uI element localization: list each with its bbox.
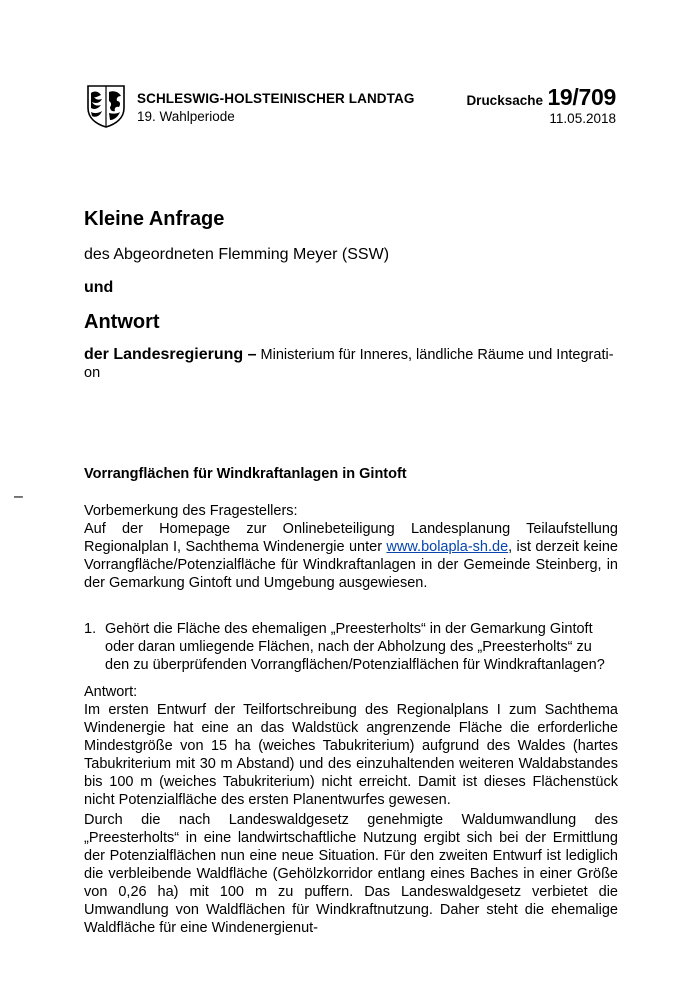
document-type-title: Kleine Anfrage xyxy=(84,208,225,230)
legislative-period: 19. Wahlperiode xyxy=(137,109,235,124)
responding-authority xyxy=(84,346,624,382)
preamble-text xyxy=(84,520,618,592)
answer-block xyxy=(84,683,618,809)
answer-heading: Antwort: xyxy=(84,684,138,700)
connector-word: und xyxy=(84,279,114,296)
document-date: 11.05.2018 xyxy=(549,111,616,126)
government-label: der Landesregierung – xyxy=(84,346,257,363)
answer-paragraph-1: Im ersten Entwurf der Teilfortschreibung des Regionalplans I zum Sachthema Windenergie hat eine an das Waldstück angrenzende Fläche die erforderliche Mindestgröße von 15 ha (weiches Tabukriterium) aufgrund des Waldes (hartes Tabukriterium mit 30 m Abstand) und des einzuhaltenden weiteren Waldabstandes bis 100 m (weiches Tabukriterium) nicht erreicht. Damit ist dieses Flächenstück nicht Potenzialfläche des ersten Planentwurfes gewesen. xyxy=(84,702,618,808)
question-number: 1. xyxy=(84,621,97,637)
author-line: des Abgeordneten Flemming Meyer (SSW) xyxy=(84,246,390,263)
parliament-name: SCHLESWIG-HOLSTEINISCHER LANDTAG xyxy=(137,91,415,106)
preamble-heading: Vorbemerkung des Fragestellers: xyxy=(84,503,298,519)
subject-heading: Vorrangflächen für Windkraftanlagen in Gintoft xyxy=(84,466,407,482)
document-label: Drucksache xyxy=(466,93,543,108)
preamble-text-start: Auf der Homepage zur Onlinebeteiligung Landesplanung Teilaufstellung Regionalplan I, Sachthema Windenergie unter xyxy=(84,521,618,555)
document-number-line xyxy=(466,84,616,111)
margin-mark: – xyxy=(14,488,23,505)
preamble xyxy=(84,502,618,592)
answer-paragraph-2-block xyxy=(84,811,618,937)
bolapla-link[interactable]: www.bolapla-sh.de xyxy=(386,539,509,555)
coat-of-arms-icon xyxy=(86,84,126,128)
ministry-name: Ministerium für Inneres, ländliche Räume und Integrati-on xyxy=(84,347,614,381)
preamble-text-end: , ist derzeit keine Vorrangfläche/Potenzialfläche für Windkraftanlagen in der Gemeinde Steinberg, in der Gemarkung Gintoft und Umgebung ausgewiesen. xyxy=(84,539,618,591)
answer-paragraph-2: Durch die nach Landeswaldgesetz genehmigte Waldumwandlung des „Preesterholts“ in eine landwirtschaftliche Nutzung ergibt sich bei der Ermittlung der Potenzialflächen nun eine neue Situation. Für den zweiten Entwurf ist lediglich die verbleibende Waldfläche (Gehölzkorridor entlang eines Baches in einer Größe von 0,26 ha) mit 100 m zu puffern. Das Landeswaldgesetz verbietet die Umwandlung von Waldflächen für Windkraftnutzung. Daher steht die ehemalige Waldfläche für eine Windenergienut- xyxy=(84,812,618,936)
header-right xyxy=(466,84,616,127)
question-text: Gehört die Fläche des ehemaligen „Preesterholts“ in der Gemarkung Gintoft oder daran umliegende Flächen, nach der Abholzung des „Preesterholts“ zu den zu überprüfenden Vorrangflächen/Potenzialflächen für Windkraftanlagen? xyxy=(105,621,605,673)
header-left xyxy=(137,90,414,125)
answer-title: Antwort xyxy=(84,311,160,333)
document-number: 19/709 xyxy=(547,84,616,110)
